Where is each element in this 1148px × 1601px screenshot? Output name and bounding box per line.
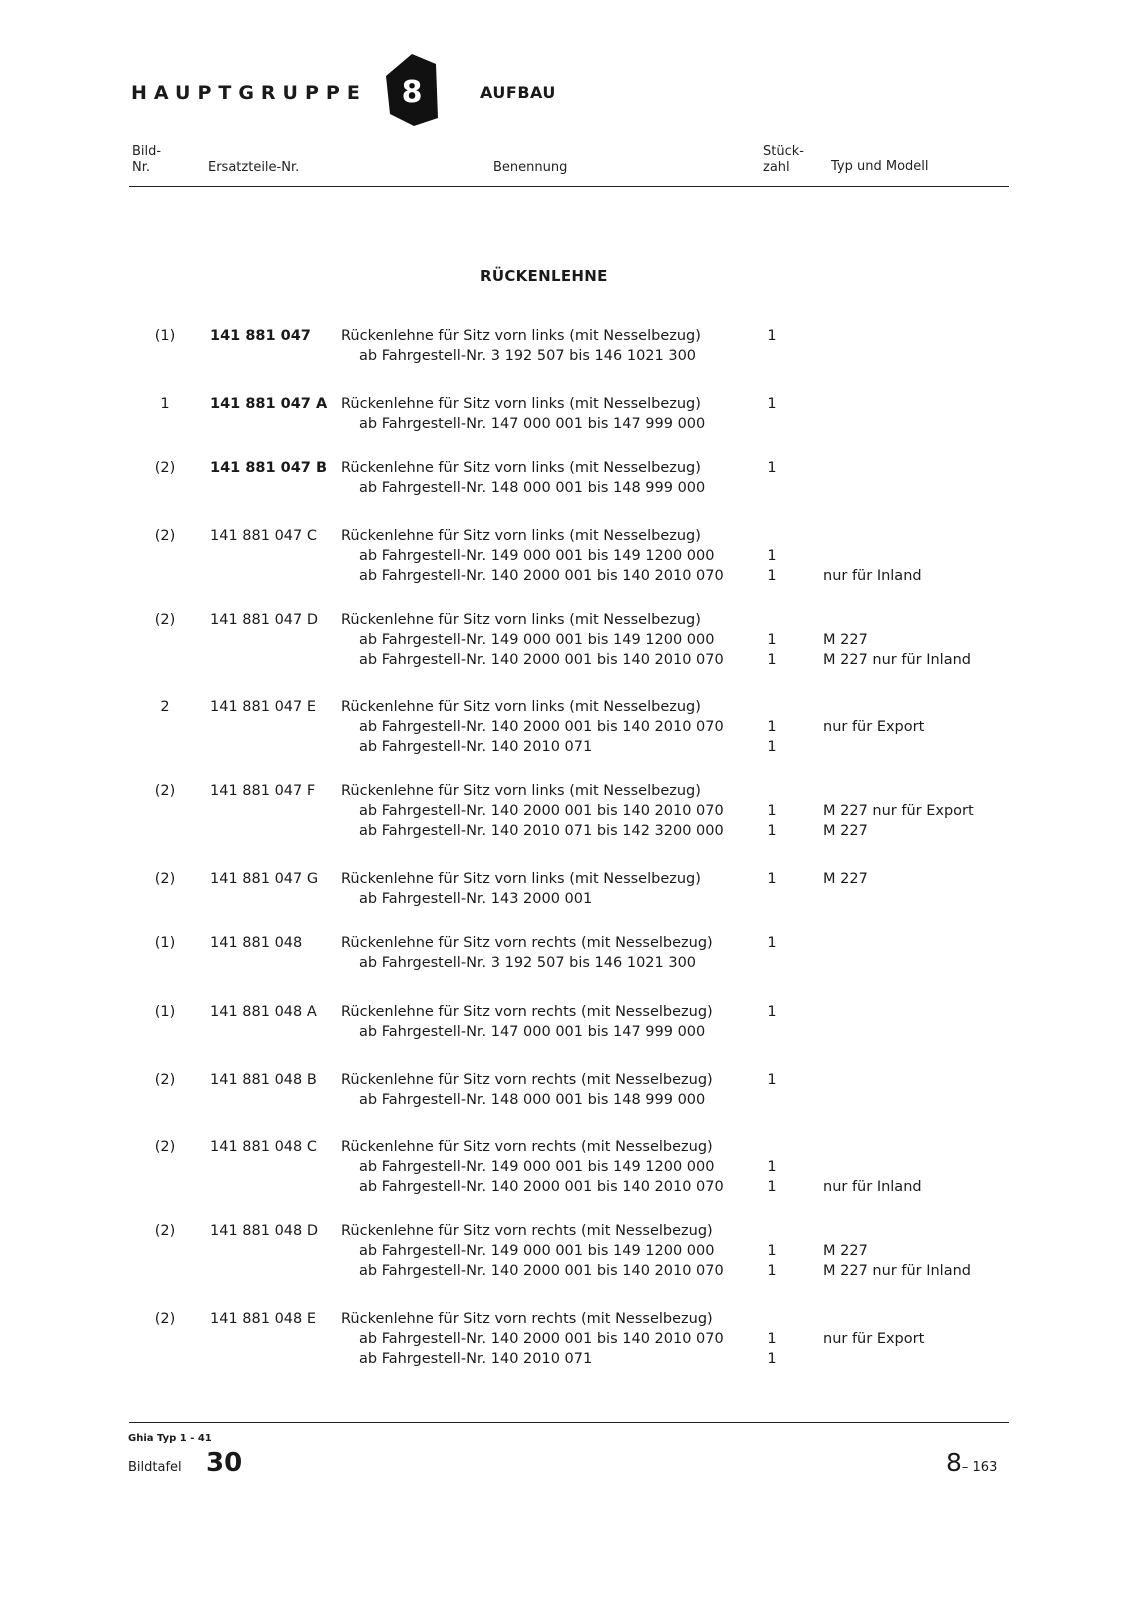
footer-rule [129,1422,1009,1423]
bild-nr: (2) [154,1223,176,1239]
part-description: Rückenlehne für Sitz vorn rechts (mit Nesselbezug) [341,1072,713,1088]
type-model: nur für Export [823,718,925,735]
type-model: M 227 [823,871,868,887]
quantity: 1 [767,547,777,564]
quantity: 1 [767,460,777,476]
part-description: Rückenlehne für Sitz vorn links (mit Nesselbezug) [341,871,701,887]
chassis-range: ab Fahrgestell-Nr. 149 000 001 bis 149 1200 000 [359,631,715,648]
chassis-range-line [0,1262,1148,1282]
chassis-range: ab Fahrgestell-Nr. 148 000 001 bis 148 999 000 [359,479,706,496]
chassis-range: ab Fahrgestell-Nr. 143 2000 001 [359,890,593,907]
bild-nr: (2) [154,460,176,476]
part-number: 141 881 047 C [210,528,317,544]
chassis-range-line [0,1091,1148,1111]
chassis-range-line [0,567,1148,587]
chassis-range-line [0,651,1148,671]
bildtafel-label: Bildtafel [128,1460,182,1475]
col-header-ersatzteile: Ersatzteile-Nr. [208,160,300,175]
bild-nr: (1) [154,1004,176,1020]
type-model: nur für Inland [823,1178,922,1195]
quantity: 1 [767,1242,777,1259]
chassis-range: ab Fahrgestell-Nr. 140 2000 001 bis 140 2010 070 [359,1330,724,1347]
type-model: M 227 nur für Inland [823,651,971,668]
type-model: nur für Inland [823,567,922,584]
bild-nr: 1 [160,396,170,412]
chassis-range: ab Fahrgestell-Nr. 140 2000 001 bis 140 2010 070 [359,567,724,584]
chassis-range-line [0,631,1148,651]
quantity: 1 [767,1262,777,1279]
quantity: 1 [767,1004,777,1020]
type-model: M 227 [823,822,868,839]
part-description: Rückenlehne für Sitz vorn links (mit Nesselbezug) [341,783,701,799]
model-label: Ghia Typ 1 - 41 [128,1433,212,1444]
part-number: 141 881 048 A [210,1004,317,1020]
part-description: Rückenlehne für Sitz vorn rechts (mit Nesselbezug) [341,1311,713,1327]
chassis-range: ab Fahrgestell-Nr. 149 000 001 bis 149 1200 000 [359,547,715,564]
part-number: 141 881 047 [210,328,311,344]
part-number: 141 881 047 F [210,783,316,799]
chassis-range-line [0,547,1148,567]
quantity: 1 [767,567,777,584]
part-description: Rückenlehne für Sitz vorn rechts (mit Nesselbezug) [341,1139,713,1155]
part-number: 141 881 048 C [210,1139,317,1155]
part-number: 141 881 048 [210,935,303,951]
chassis-range: ab Fahrgestell-Nr. 140 2000 001 bis 140 2010 070 [359,802,724,819]
bild-nr: (2) [154,1139,176,1155]
quantity: 1 [767,651,777,668]
part-number: 141 881 047 D [210,612,319,628]
chassis-range: ab Fahrgestell-Nr. 147 000 001 bis 147 999 000 [359,415,706,432]
col-header-bild-nr: Bild- Nr. [132,144,162,175]
col-header-stueckzahl: Stück- zahl [763,144,804,175]
quantity: 1 [767,1350,777,1367]
chassis-range-line [0,822,1148,842]
chassis-range: ab Fahrgestell-Nr. 149 000 001 bis 149 1200 000 [359,1242,715,1259]
chassis-range-line [0,1023,1148,1043]
chassis-range-line [0,1350,1148,1370]
chassis-range: ab Fahrgestell-Nr. 147 000 001 bis 147 999 000 [359,1023,706,1040]
bild-nr: (2) [154,528,176,544]
bild-nr: (1) [154,935,176,951]
part-number: 141 881 047 A [210,396,328,412]
bild-nr: (2) [154,1072,176,1088]
part-description: Rückenlehne für Sitz vorn links (mit Nesselbezug) [341,612,701,628]
quantity: 1 [767,328,777,344]
quantity: 1 [767,871,777,887]
chassis-range-line [0,1242,1148,1262]
quantity: 1 [767,1158,777,1175]
type-model: M 227 nur für Export [823,802,974,819]
chassis-range: ab Fahrgestell-Nr. 140 2010 071 [359,738,593,755]
chassis-range-line [0,479,1148,499]
type-model: M 227 [823,1242,868,1259]
part-description: Rückenlehne für Sitz vorn links (mit Nesselbezug) [341,460,701,476]
quantity: 1 [767,1330,777,1347]
bild-nr: (2) [154,871,176,887]
part-description: Rückenlehne für Sitz vorn links (mit Nesselbezug) [341,528,701,544]
quantity: 1 [767,738,777,755]
quantity: 1 [767,1178,777,1195]
bildtafel-number: 30 [206,1448,243,1478]
chassis-range-line [0,415,1148,435]
quantity: 1 [767,631,777,648]
col-header-typ-modell: Typ und Modell [831,159,929,174]
chassis-range-line [0,1178,1148,1198]
quantity: 1 [767,718,777,735]
quantity: 1 [767,396,777,412]
quantity: 1 [767,822,777,839]
quantity: 1 [767,1072,777,1088]
bild-nr: (2) [154,612,176,628]
chassis-range-line [0,954,1148,974]
part-description: Rückenlehne für Sitz vorn links (mit Nesselbezug) [341,328,701,344]
col-header-benennung: Benennung [493,160,568,175]
part-description: Rückenlehne für Sitz vorn links (mit Nesselbezug) [341,699,701,715]
chassis-range-line [0,1330,1148,1350]
chassis-range: ab Fahrgestell-Nr. 3 192 507 bis 146 1021 300 [359,954,697,971]
part-number: 141 881 047 E [210,699,317,715]
page-number: 8– 163 [946,1448,998,1477]
part-description: Rückenlehne für Sitz vorn rechts (mit Nesselbezug) [341,935,713,951]
part-number: 141 881 047 G [210,871,319,887]
chassis-range: ab Fahrgestell-Nr. 140 2000 001 bis 140 2010 070 [359,1262,724,1279]
chassis-range: ab Fahrgestell-Nr. 140 2000 001 bis 140 2010 070 [359,718,724,735]
group-number-badge [384,52,440,128]
quantity: 1 [767,935,777,951]
bild-nr: (2) [154,1311,176,1327]
bild-nr: (2) [154,783,176,799]
hauptgruppe-label: HAUPTGRUPPE [131,82,367,104]
chassis-range: ab Fahrgestell-Nr. 140 2010 071 bis 142 3200 000 [359,822,724,839]
chassis-range: ab Fahrgestell-Nr. 140 2000 001 bis 140 2010 070 [359,1178,724,1195]
part-number: 141 881 047 B [210,460,327,476]
part-number: 141 881 048 E [210,1311,317,1327]
bild-nr: 2 [160,699,170,715]
chassis-range-line [0,738,1148,758]
chassis-range: ab Fahrgestell-Nr. 140 2000 001 bis 140 2010 070 [359,651,724,668]
chassis-range: ab Fahrgestell-Nr. 3 192 507 bis 146 1021 300 [359,347,697,364]
chassis-range: ab Fahrgestell-Nr. 140 2010 071 [359,1350,593,1367]
type-model: M 227 nur für Inland [823,1262,971,1279]
section-title: RÜCKENLEHNE [480,267,608,285]
quantity: 1 [767,802,777,819]
part-description: Rückenlehne für Sitz vorn rechts (mit Nesselbezug) [341,1223,713,1239]
chassis-range-line [0,802,1148,822]
chassis-range: ab Fahrgestell-Nr. 149 000 001 bis 149 1200 000 [359,1158,715,1175]
bild-nr: (1) [154,328,176,344]
chassis-range-line [0,890,1148,910]
group-number: 8 [401,74,423,110]
chassis-range: ab Fahrgestell-Nr. 148 000 001 bis 148 999 000 [359,1091,706,1108]
part-description: Rückenlehne für Sitz vorn rechts (mit Nesselbezug) [341,1004,713,1020]
part-number: 141 881 048 D [210,1223,319,1239]
type-model: M 227 [823,631,868,648]
group-name: AUFBAU [480,83,556,102]
part-description: Rückenlehne für Sitz vorn links (mit Nesselbezug) [341,396,701,412]
chassis-range-line [0,718,1148,738]
type-model: nur für Export [823,1330,925,1347]
chassis-range-line [0,347,1148,367]
part-number: 141 881 048 B [210,1072,317,1088]
chassis-range-line [0,1158,1148,1178]
header-rule [129,186,1009,187]
